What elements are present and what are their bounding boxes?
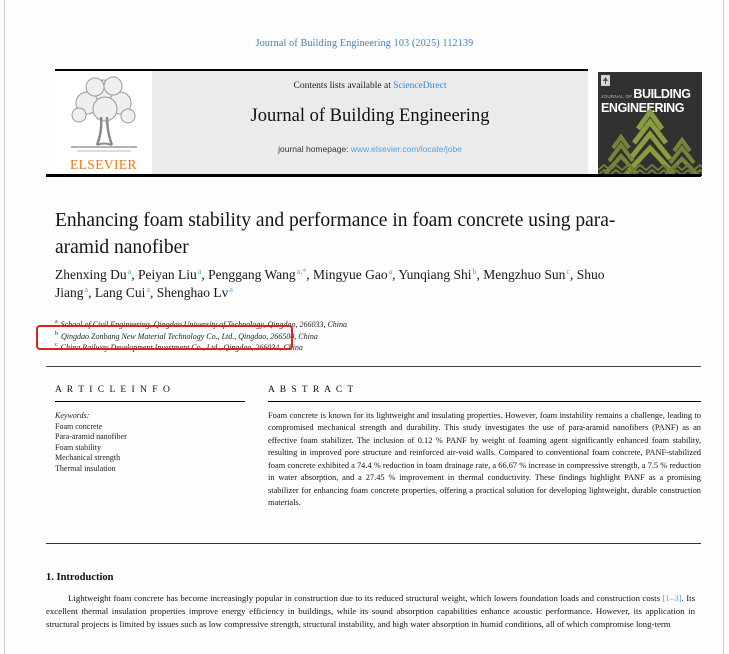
article-info-heading: A R T I C L E I N F O xyxy=(55,385,172,395)
keyword-item: Para-aramid nanofiber xyxy=(55,432,127,441)
page-right-edge xyxy=(723,0,724,654)
cover-title-line1: BUILDING xyxy=(633,87,691,101)
elsevier-logo[interactable] xyxy=(55,71,152,174)
article-title: Enhancing foam stability and performance in foam concrete using para-aramid nanofiber xyxy=(55,210,616,258)
author-line: Zhenxing Du$^a$, Peiyan Liu$^a$, Penggang Wang$^{a,*}$, Mingyue Gao$^a$, Yunqiang Shi$^b$, Mengzhuo Sun$^c$, Shuo Jiang$^a$, Lang Cui$^a$, Shenghao Lv$^a$ xyxy=(55,266,605,300)
affiliation-sup: c xyxy=(55,342,58,349)
highlight-annotation-box xyxy=(36,325,293,350)
affiliation-highlighted: $^b$ Qingdao Zonbang New Material Technology Co., Ltd., Qingdao, 266500, China xyxy=(55,330,318,341)
sciencedirect-link[interactable]: ScienceDirect xyxy=(393,81,447,91)
affiliation: $^c$ China Railway Development Investment Co., Ltd., Qingdao, 266034, China xyxy=(55,342,303,352)
keyword-list xyxy=(55,422,245,475)
keyword-item: Foam concrete xyxy=(55,421,103,431)
homepage-prefix-text: journal homepage: xyxy=(278,144,351,154)
author-affiliation-sup: a xyxy=(127,266,132,276)
affiliation: $^a$ School of Civil Engineering, Qingdao University of Technology, Qingdao, 266033, China xyxy=(55,319,348,329)
abstract-rule xyxy=(268,401,701,402)
elsevier-wordmark: ELSEVIER xyxy=(70,157,137,172)
author-name: Penggang Wang xyxy=(208,267,296,282)
introduction-body xyxy=(46,592,695,631)
page-left-edge xyxy=(4,0,5,654)
intro-text-after-ref: . Its excellent thermal insulation properties improve energy efficiency in buildings, while its sound absorption capabilities enhance acoustic performance. However, its application in structural projects is limited by issues such as low compressive strength, structural instability, and high water absorption in humid conditions, all of which compromise long-term xyxy=(46,593,695,629)
author-affiliation-sup: a xyxy=(388,266,393,276)
author-name: Mengzhuo Sun xyxy=(483,267,566,282)
author-affiliation-sup: a xyxy=(146,284,150,294)
author-affiliation-sup: b xyxy=(472,266,477,276)
homepage-url-link[interactable]: www.elsevier.com/locate/jobe xyxy=(350,144,462,154)
keyword-item: Mechanical strength xyxy=(55,453,121,462)
cover-title-line2: ENGINEERING xyxy=(601,101,685,115)
journal-title: Journal of Building Engineering xyxy=(250,106,490,126)
abstract-heading: A B S T R A C T xyxy=(268,385,355,395)
keyword-item: Thermal insulation xyxy=(55,463,116,473)
author-affiliation-sup: a xyxy=(229,284,233,294)
cover-trees-graphic xyxy=(598,72,702,176)
author-name: Mingyue Gao xyxy=(312,267,388,282)
header-bottom-rule xyxy=(46,174,701,177)
author-name: Peiyan Liu xyxy=(137,267,197,282)
contents-lists-line xyxy=(293,81,446,91)
abstract-text: Foam concrete is known for its lightweight and insulating properties. However, foam instability remains a challenge, leading to compromised mechanical strength and durability. This study investigates the use of para-aramid nanofibers (PANF) as an effective foam stabilizer. The inclusion of 0.12 % PANF by weight of foaming agent significantly enhanced foam stability, resulting in improved pore structure and reinforced air-void walls. Compared to conventional foam concrete, PANF-stabilized foam concrete exhibited a 74.4 % reduction in foam drainage rate, a 66.67 % increase in compressive strength, a 7.5 % reduction in water absorption, and a 27.45 % improvement in thermal conductivity. These findings highlight PANF as a promising stabilizer for enhancing foam concrete properties, offering a practical solution for developing lightweight, durable construction materials. xyxy=(268,411,701,508)
intro-paragraph xyxy=(46,592,695,631)
author-name: Zhenxing Du xyxy=(55,267,127,282)
author-name: Shenghao Lv xyxy=(156,285,229,300)
author-affiliation-sup: a,* xyxy=(296,266,307,276)
author-name: Lang Cui xyxy=(94,285,146,300)
article-info-rule xyxy=(55,401,245,402)
cover-journal-of-text: JOURNAL OF xyxy=(601,94,633,99)
article-info-column xyxy=(55,385,245,474)
author-name: Shuo Jiang xyxy=(55,267,605,300)
introduction-heading: 1. Introduction xyxy=(46,572,114,583)
keyword-item: Foam stability xyxy=(55,442,101,452)
author-name: Yunqiang Shi xyxy=(398,267,472,282)
journal-header-band xyxy=(152,71,588,174)
author-affiliation-sup: a xyxy=(197,266,202,276)
affiliation-sup: a xyxy=(55,319,58,326)
keywords-label: Keywords: xyxy=(55,411,90,420)
intro-text-before-ref: Lightweight foam concrete has become increasingly popular in construction due to its reduced structural weight, which lowers foundation loads and construction costs xyxy=(68,593,663,603)
affiliation-sup: b xyxy=(55,330,58,337)
running-head-citation: Journal of Building Engineering 103 (2025) 112139 xyxy=(255,38,474,49)
elsevier-tree-icon xyxy=(65,73,143,158)
journal-cover-thumbnail[interactable] xyxy=(598,72,702,176)
contents-lists-text: Contents lists available at xyxy=(293,81,394,91)
author-affiliation-sup: a xyxy=(84,284,89,294)
citation-ref-link[interactable]: [1–3] xyxy=(662,593,682,603)
affiliation-divider-rule xyxy=(46,366,701,367)
section-divider-rule xyxy=(46,543,701,544)
author-affiliation-sup: c xyxy=(566,266,570,276)
abstract-column xyxy=(268,385,701,510)
journal-homepage-line xyxy=(278,144,462,154)
